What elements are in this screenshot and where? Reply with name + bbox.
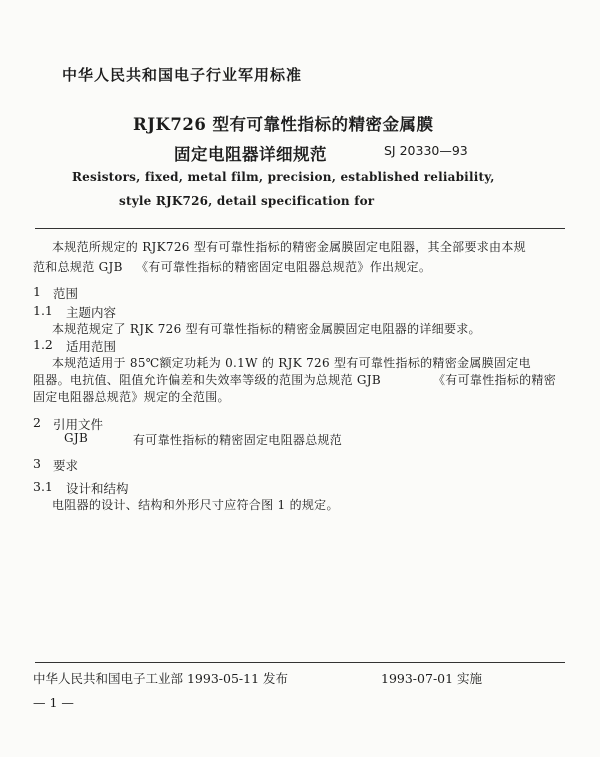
section-3-number: 3 <box>33 456 41 471</box>
intro-line2a: 范和总规范 GJB <box>33 260 123 274</box>
footer-divider <box>35 662 565 663</box>
section-1-2-line3: 固定电阻器总规范》规定的全范围。 <box>33 390 230 404</box>
reference-code: GJB <box>64 431 89 445</box>
section-1-2-line2a: 阻器。电抗值、阻值允许偏差和失效率等级的范围为总规范 GJB <box>33 373 382 387</box>
document-title-line2: 固定电阻器详细规范 <box>174 145 327 164</box>
intro-line2b: 《有可靠性指标的精密固定电阻器总规范》作出规定。 <box>136 260 432 274</box>
section-1-2-line1: 本规范适用于 85℃额定功耗为 0.1W 的 RJK 726 型有可靠性指标的精密金属膜固定电 <box>52 356 531 370</box>
page-number: — 1 — <box>33 695 74 710</box>
effective-date: 1993-07-01 实施 <box>381 671 483 686</box>
section-1-2-line2b: 《有可靠性指标的精密 <box>433 373 557 387</box>
header-divider <box>35 228 565 229</box>
standard-category: 中华人民共和国电子行业军用标准 <box>62 66 303 84</box>
section-3-title: 要求 <box>53 458 79 473</box>
section-2-number: 2 <box>33 415 41 430</box>
english-title-line1: Resistors, fixed, metal film, precision, established reliability, <box>72 170 495 184</box>
reference-title: 有可靠性指标的精密固定电阻器总规范 <box>133 433 343 447</box>
section-1-2-title: 适用范围 <box>66 339 117 354</box>
section-3-1-text: 电阻器的设计、结构和外形尺寸应符合图 1 的规定。 <box>52 498 339 512</box>
issue-date: 中华人民共和国电子工业部 1993-05-11 发布 <box>33 671 289 686</box>
section-1-number: 1 <box>33 284 41 299</box>
section-3-1-number: 3.1 <box>33 479 53 494</box>
intro-line1: 本规范所规定的 RJK726 型有可靠性指标的精密金属膜固定电阻器，其全部要求由本规 <box>52 240 526 254</box>
section-1-2-number: 1.2 <box>33 337 53 352</box>
section-1-1-title: 主题内容 <box>66 305 117 320</box>
english-title-line2: style RJK726, detail specification for <box>119 194 375 208</box>
section-3-1-title: 设计和结构 <box>66 481 129 496</box>
section-1-title: 范围 <box>53 286 79 301</box>
section-2-title: 引用文件 <box>53 417 104 432</box>
section-1-1-number: 1.1 <box>33 303 53 318</box>
standard-number: SJ 20330—93 <box>384 143 468 158</box>
document-title-line1: RJK726 型有可靠性指标的精密金属膜 <box>133 115 434 134</box>
section-1-1-text: 本规范规定了 RJK 726 型有可靠性指标的精密金属膜固定电阻器的详细要求。 <box>52 322 481 336</box>
